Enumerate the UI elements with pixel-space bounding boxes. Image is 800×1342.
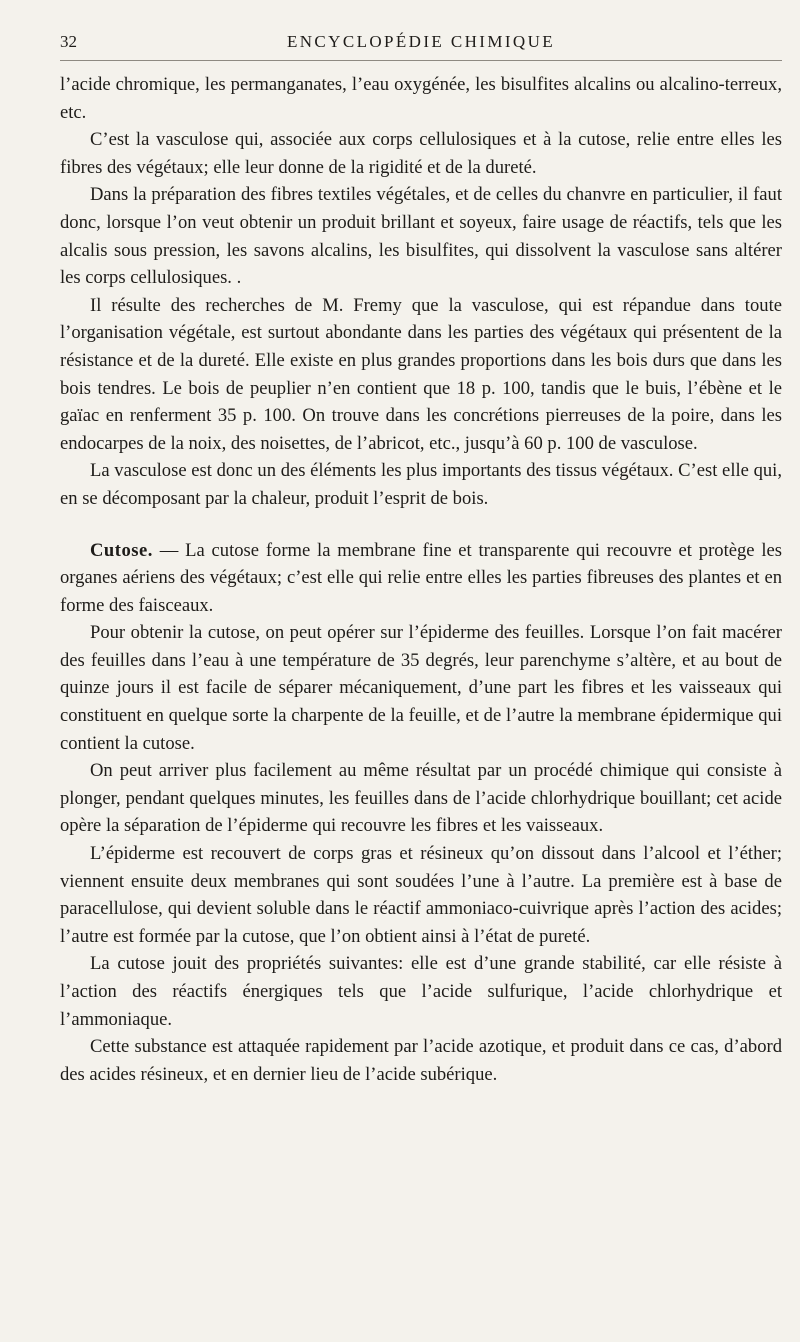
page-number: 32 (60, 32, 77, 51)
paragraph: C’est la vasculose qui, associée aux corps cellulosiques et à la cutose, relie entre elles les fibres des végétaux; elle leur donne de la rigidité et de la dureté. (60, 129, 782, 178)
paragraph: Pour obtenir la cutose, on peut opérer sur l’épiderme des feuilles. Lorsque l’on fait macérer des feuilles dans l’eau à une température de 35 degrés, leur parenchyme s’altère, et au bout de quinze jours il est facile de séparer mécaniquement, d’une part les fibres et les vaisseaux qui constituent en quelque sorte la charpente de la feuille, et de l’autre la membrane épidermique qui contient la cutose. (60, 622, 782, 754)
paragraph: L’épiderme est recouvert de corps gras et résineux qu’on dissout dans l’alcool et l’éther; viennent ensuite deux membranes qui sont soudées l’une à l’autre. La première est à base de paracellulose, qui devient soluble dans le réactif ammoniaco-cuivrique après l’action des acides; l’autre est formée par la cutose, que l’on obtient ainsi à l’état de pureté. (60, 843, 782, 947)
paragraph-continued: l’acide chromique, les permanganates, l’eau oxygénée, les bisulfites alcalins ou alcalino-terreux, etc. (60, 74, 782, 123)
section-lead-text: — La cutose forme la membrane fine et transparente qui recouvre et protège les organes aériens des végétaux; c’est elle qui relie entre elles les parties fibreuses des plantes et en forme des faisceaux. (60, 539, 782, 616)
running-title: ENCYCLOPÉDIE CHIMIQUE (286, 32, 556, 51)
section-cutose-intro (60, 537, 782, 620)
section-heading-cutose: Cutose. (90, 539, 153, 561)
paragraph: Il résulte des recherches de M. Fremy que la vasculose, qui est répandue dans toute l’organisation végétale, est surtout abondante dans les parties des végétaux qui présentent de la résistance et de la dureté. Elle existe en plus grandes proportions dans les bois durs que dans les bois tendres. Le bois de peuplier n’en contient que 18 p. 100, tandis que le buis, l’ébène et le gaïac en renferment 35 p. 100. On trouve dans les concrétions pierreuses de la poire, dans les endocarpes de la noix, des noisettes, de l’abricot, etc., jusqu’à 60 p. 100 de vasculose. (60, 294, 782, 454)
paragraph: La vasculose est donc un des éléments les plus importants des tissus végétaux. C’est elle qui, en se décomposant par la chaleur, produit l’esprit de bois. (60, 460, 782, 509)
page-header (60, 26, 782, 61)
body-text (60, 71, 782, 1088)
paragraph: Cette substance est attaquée rapidement par l’acide azotique, et produit dans ce cas, d’abord des acides résineux, et en dernier lieu de l’acide subérique. (60, 1036, 782, 1085)
paragraph: La cutose jouit des propriétés suivantes: elle est d’une grande stabilité, car elle résiste à l’action des réactifs énergiques tels que l’acide sulfurique, l’acide chlorhydrique et l’ammoniaque. (60, 953, 782, 1030)
paragraph: On peut arriver plus facilement au même résultat par un procédé chimique qui consiste à plonger, pendant quelques minutes, les feuilles dans de l’acide chlorhydrique bouillant; cet acide opère la séparation de l’épiderme qui recouvre les fibres et les vaisseaux. (60, 760, 782, 837)
paragraph: Dans la préparation des fibres textiles végétales, et de celles du chanvre en particulier, il faut donc, lorsque l’on veut obtenir un produit brillant et soyeux, faire usage de réactifs, tels que les alcalis sous pression, les savons alcalins, les bisulfites, qui dissolvent la vasculose sans altérer les corps cellulosiques. . (60, 184, 782, 289)
